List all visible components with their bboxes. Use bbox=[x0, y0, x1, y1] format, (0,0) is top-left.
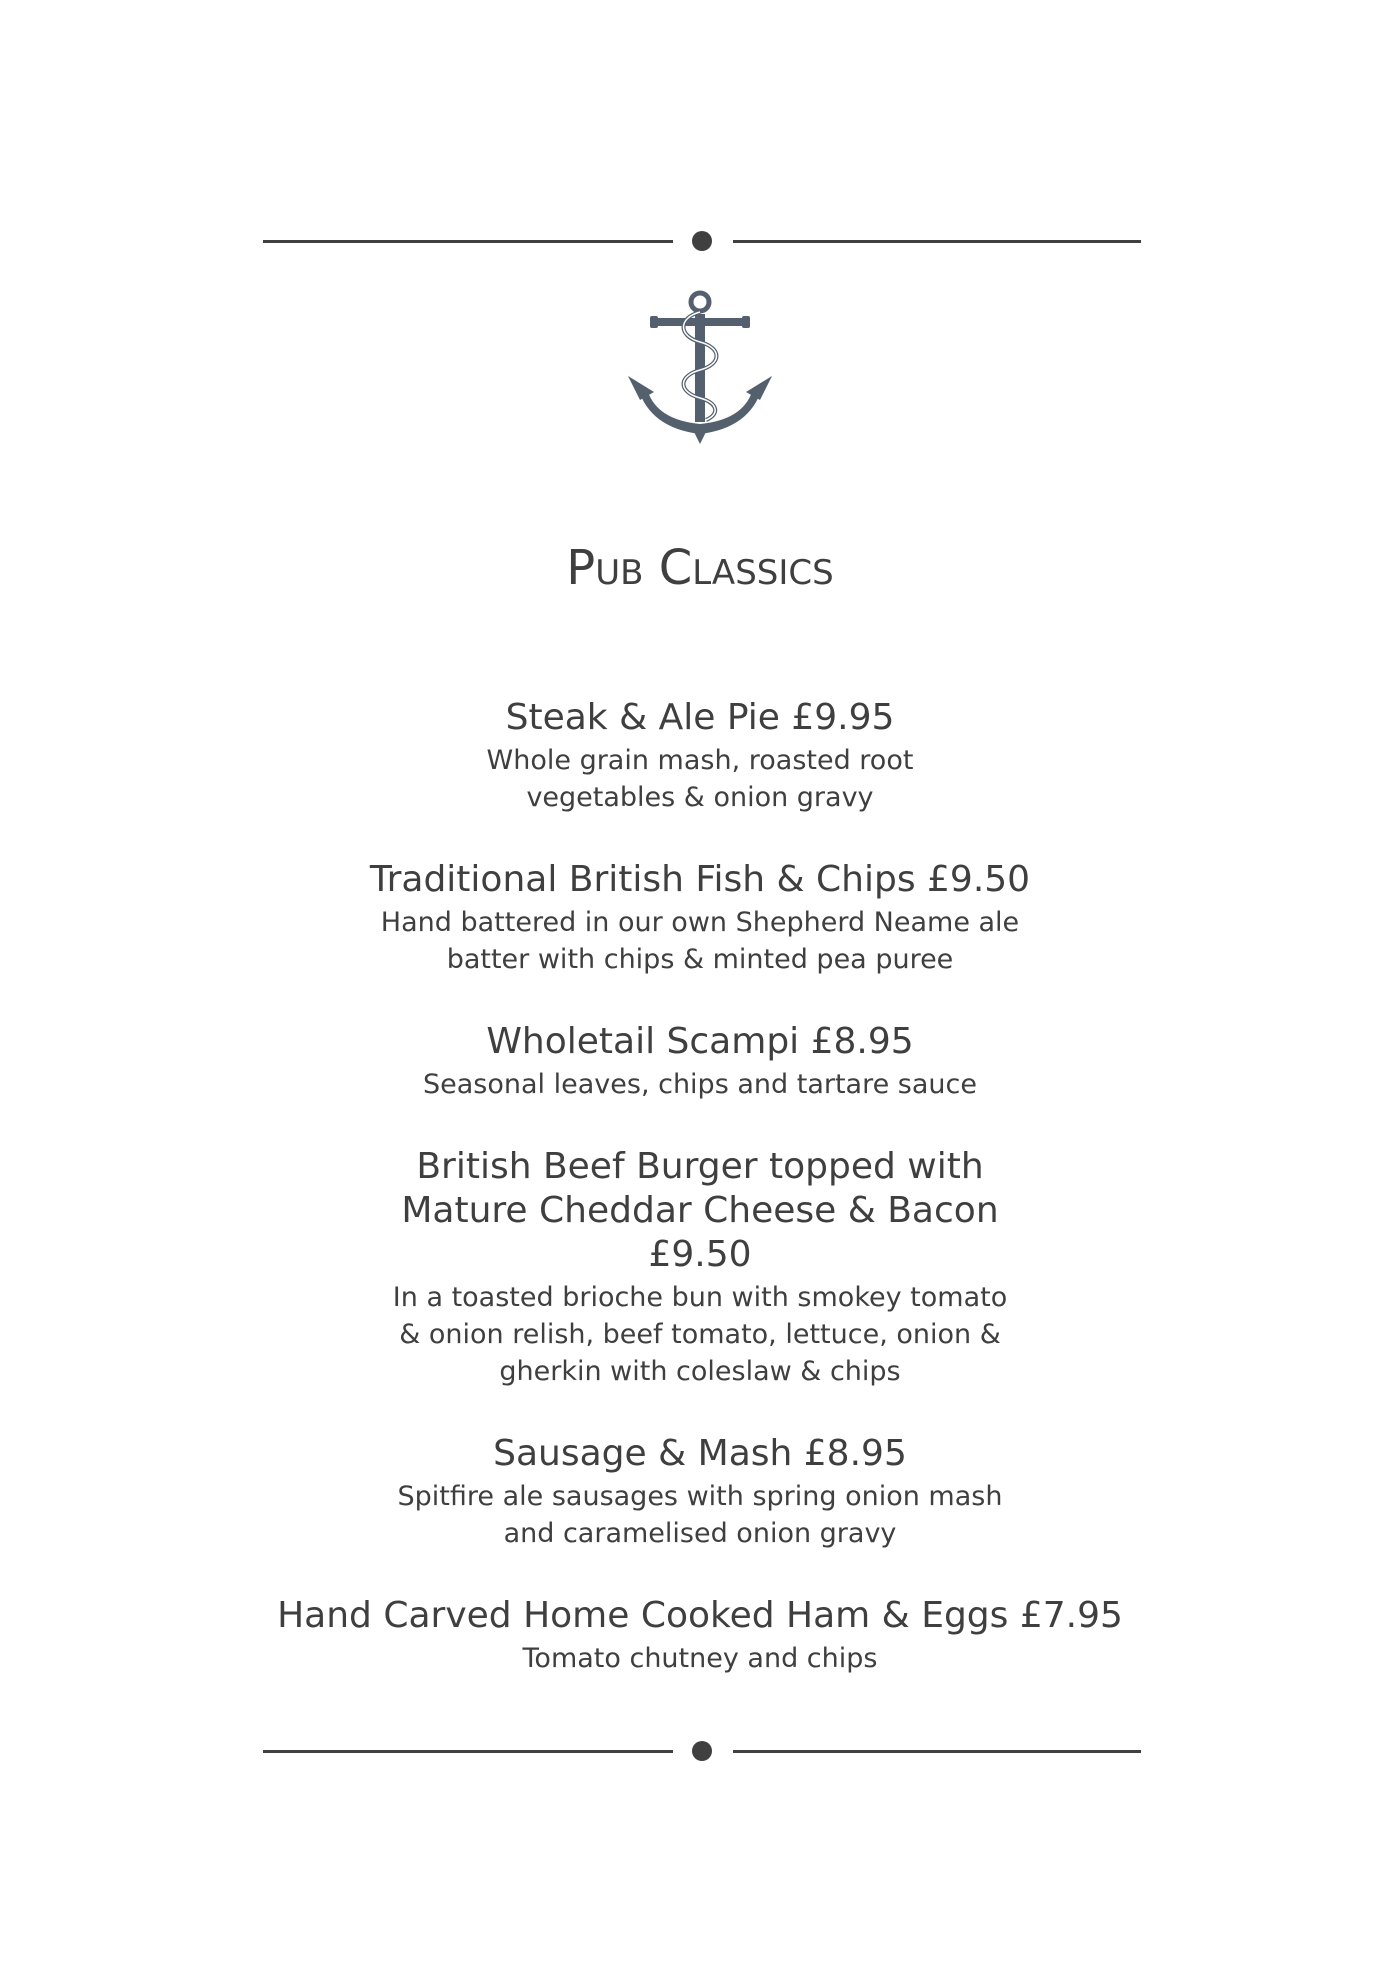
divider-line-right bbox=[733, 1750, 1141, 1753]
top-divider bbox=[263, 229, 1141, 253]
menu-item bbox=[0, 1020, 1400, 1103]
bottom-divider bbox=[263, 1739, 1141, 1763]
menu-item bbox=[0, 1145, 1400, 1390]
menu-item-name: Hand Carved Home Cooked Ham & Eggs £7.95 bbox=[277, 1595, 1123, 1636]
menu-item bbox=[0, 858, 1400, 978]
menu-title: Pub Classics bbox=[566, 540, 834, 596]
menu-item-name: British Beef Burger topped with Mature Cheddar Cheese & Bacon £9.50 bbox=[401, 1146, 999, 1275]
menu-item bbox=[0, 1594, 1400, 1677]
menu-item bbox=[0, 696, 1400, 816]
menu-item-description: Hand battered in our own Shepherd Neame ale batter with chips & minted pea puree bbox=[380, 907, 1020, 975]
divider-line-left bbox=[263, 240, 673, 243]
menu-list bbox=[0, 696, 1400, 1719]
anchor-icon bbox=[620, 288, 780, 448]
divider-line-right bbox=[733, 240, 1141, 243]
menu-item bbox=[0, 1432, 1400, 1552]
divider-dot-icon bbox=[692, 1741, 712, 1761]
menu-item-description: Whole grain mash, roasted root vegetables & onion gravy bbox=[486, 745, 914, 813]
menu-item-description: Seasonal leaves, chips and tartare sauce bbox=[423, 1069, 977, 1100]
divider-dot-icon bbox=[692, 231, 712, 251]
menu-item-name: Steak & Ale Pie £9.95 bbox=[505, 697, 895, 738]
menu-item-name: Wholetail Scampi £8.95 bbox=[486, 1021, 914, 1062]
menu-item-description: Spitfire ale sausages with spring onion mash and caramelised onion gravy bbox=[397, 1481, 1003, 1549]
menu-item-name: Traditional British Fish & Chips £9.50 bbox=[369, 859, 1031, 900]
divider-line-left bbox=[263, 1750, 673, 1753]
menu-item-description: In a toasted brioche bun with smokey tomato & onion relish, beef tomato, lettuce, onion & gherkin with coleslaw & chips bbox=[392, 1282, 1008, 1387]
menu-item-name: Sausage & Mash £8.95 bbox=[493, 1433, 907, 1474]
menu-item-description: Tomato chutney and chips bbox=[522, 1643, 878, 1674]
